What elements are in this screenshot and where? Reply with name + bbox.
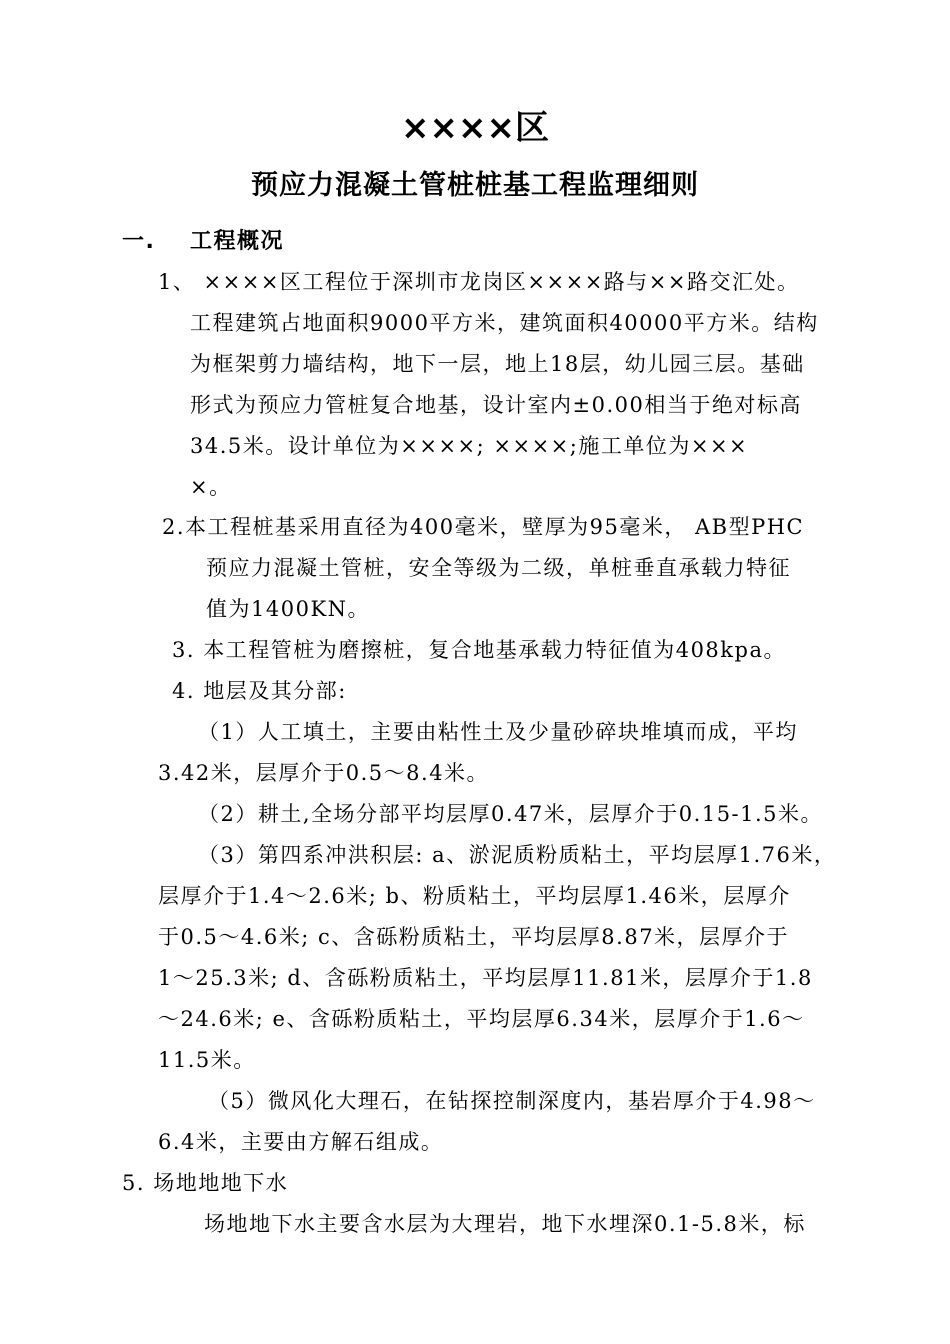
paragraph-line: 1、 ××××区工程位于深圳市龙岗区××××路与××路交汇处。 bbox=[158, 270, 800, 294]
paragraph-line: 34.5米。设计单位为××××; ××××;施工单位为××× bbox=[190, 434, 749, 458]
paragraph-line: （1）人工填土，主要由粘性土及少量砂碎块堆填而成，平均 bbox=[198, 720, 798, 744]
paragraph-line: （2）耕土,全场分部平均层厚0.47米，层厚介于0.15-1.5米。 bbox=[198, 802, 824, 826]
section-number: 一. bbox=[122, 229, 156, 254]
paragraph-line: 11.5米。 bbox=[158, 1048, 256, 1072]
paragraph-line: 于0.5～4.6米; c、含砾粉质粘土，平均层厚8.87米，层厚介于 bbox=[158, 925, 790, 949]
paragraph-line: 场地地下水主要含水层为大理岩，地下水埋深0.1-5.8米，标 bbox=[204, 1212, 806, 1236]
paragraph-line: 形式为预应力管桩复合地基，设计室内±0.00相当于绝对标高 bbox=[190, 393, 802, 417]
paragraph-line: 1～25.3米; d、含砾粉质粘土，平均层厚11.81米，层厚介于1.8 bbox=[158, 966, 813, 990]
paragraph-line: 2.本工程桩基采用直径为400毫米，壁厚为95毫米， AB型PHC bbox=[162, 515, 805, 539]
paragraph-line: 预应力混凝土管桩，安全等级为二级，单桩垂直承载力特征 bbox=[206, 556, 791, 580]
paragraph-line: 3.42米，层厚介于0.5～8.4米。 bbox=[158, 761, 490, 785]
paragraph-line: 层厚介于1.4～2.6米; b、粉质粘土，平均层厚1.46米，层厚介 bbox=[158, 884, 791, 908]
paragraph-line: 5. 场地地地下水 bbox=[122, 1171, 289, 1195]
paragraph-line: 值为1400KN。 bbox=[206, 597, 371, 621]
paragraph-line: （5）微风化大理石，在钻探控制深度内，基岩厚介于4.98～ bbox=[208, 1089, 816, 1113]
paragraph-line: （3）第四系冲洪积层: a、淤泥质粉质粘土，平均层厚1.76米， bbox=[198, 843, 837, 867]
paragraph-line: 4. 地层及其分部: bbox=[172, 679, 347, 703]
paragraph-line: 工程建筑占地面积9000平方米，建筑面积40000平方米。结构 bbox=[190, 311, 819, 335]
document-subtitle: 预应力混凝土管桩桩基工程监理细则 bbox=[251, 170, 699, 201]
paragraph-line: 6.4米，主要由方解石组成。 bbox=[158, 1130, 444, 1154]
paragraph-line: ×。 bbox=[190, 475, 232, 499]
section-heading: 工程概况 bbox=[190, 229, 285, 254]
paragraph-line: ～24.6米; e、含砾粉质粘土，平均层厚6.34米，层厚介于1.6～ bbox=[158, 1007, 805, 1031]
document-title: ××××区 bbox=[401, 108, 549, 148]
paragraph-line: 3. 本工程管桩为磨擦桩，复合地基承载力特征值为408kpa。 bbox=[172, 638, 786, 662]
paragraph-line: 为框架剪力墙结构，地下一层，地上18层，幼儿园三层。基础 bbox=[190, 352, 805, 376]
